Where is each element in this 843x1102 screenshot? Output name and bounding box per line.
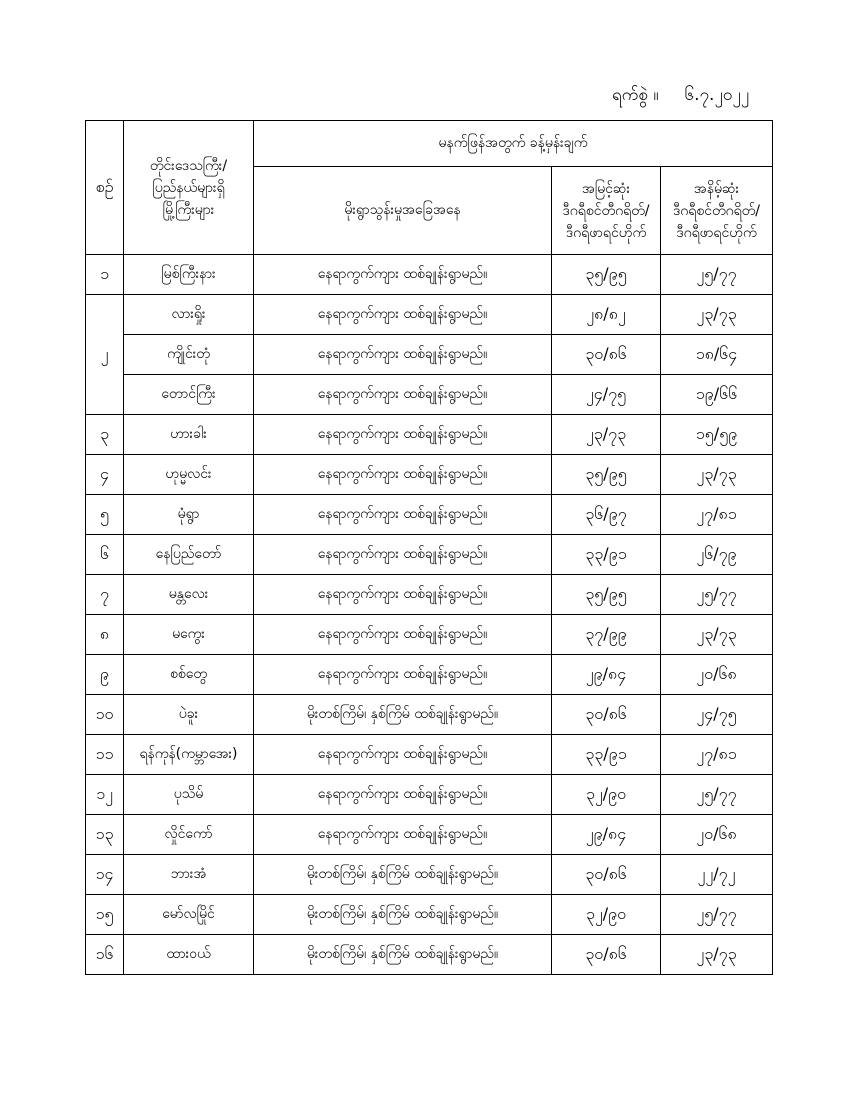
cell-min-temp: ၁၉/၆၆ bbox=[661, 375, 773, 415]
cell-min-temp: ၂၀/၆၈ bbox=[661, 655, 773, 695]
cell-city: ဟားခါး bbox=[124, 415, 254, 455]
cell-condition: နေရာကွက်ကျား ထစ်ချုန်းရွာမည်။ bbox=[254, 535, 552, 575]
table-row bbox=[86, 775, 773, 815]
cell-min-temp: ၂၄/၇၅ bbox=[661, 695, 773, 735]
table-row bbox=[86, 255, 773, 295]
table-header-row bbox=[86, 121, 773, 167]
cell-serial-no: ၁၆ bbox=[86, 935, 124, 975]
cell-max-temp: ၃၀/၈၆ bbox=[552, 695, 661, 735]
cell-city: လှိုင်ကော် bbox=[124, 815, 254, 855]
table-row bbox=[86, 615, 773, 655]
cell-condition: မိုးတစ်ကြိမ်၊ နှစ်ကြိမ် ထစ်ချုန်းရွာမည်။ bbox=[254, 935, 552, 975]
cell-city: မကွေး bbox=[124, 615, 254, 655]
cell-city: မန္တလေး bbox=[124, 575, 254, 615]
date-value: ၆.၇.၂၀၂၂ bbox=[684, 85, 750, 105]
cell-condition: မိုးတစ်ကြိမ်၊ နှစ်ကြိမ် ထစ်ချုန်းရွာမည်။ bbox=[254, 895, 552, 935]
header-max-temp-line: ဒီဂရီစင်တီဂရိတ်/ bbox=[562, 202, 650, 219]
cell-max-temp: ၃၅/၉၅ bbox=[552, 575, 661, 615]
cell-city: ဘားအံ bbox=[124, 855, 254, 895]
table-row bbox=[86, 655, 773, 695]
cell-max-temp: ၃၃/၉၁ bbox=[552, 535, 661, 575]
header-min-temp-line: ဒီဂရီဖာရင်ဟိုက် bbox=[676, 224, 757, 241]
header-region-line: မြို့ကြီးများ bbox=[162, 201, 215, 218]
cell-serial-no: ၁၄ bbox=[86, 855, 124, 895]
cell-min-temp: ၁၈/၆၄ bbox=[661, 335, 773, 375]
cell-condition: နေရာကွက်ကျား ထစ်ချုန်းရွာမည်။ bbox=[254, 575, 552, 615]
cell-city: ဟုမ္မလင်း bbox=[124, 455, 254, 495]
cell-max-temp: ၃၆/၉၇ bbox=[552, 495, 661, 535]
table-row bbox=[86, 855, 773, 895]
cell-max-temp: ၃၂/၉၀ bbox=[552, 775, 661, 815]
table-row bbox=[86, 295, 773, 335]
cell-city: မြစ်ကြီးနား bbox=[124, 255, 254, 295]
cell-city: ရန်ကုန်(ကမ္ဘာအေး) bbox=[124, 735, 254, 775]
cell-min-temp: ၂၇/၈၁ bbox=[661, 495, 773, 535]
table-row bbox=[86, 735, 773, 775]
header-min-temp bbox=[661, 167, 773, 255]
cell-serial-no: ၂ bbox=[86, 295, 124, 415]
header-rain-condition: မိုးရွာသွန်းမှုအခြေအနေ bbox=[254, 167, 552, 255]
cell-min-temp: ၂၃/၇၃ bbox=[661, 935, 773, 975]
cell-city: ပုသိမ် bbox=[124, 775, 254, 815]
weather-forecast-table bbox=[85, 120, 773, 975]
header-min-temp-line: အနိမ့်ဆုံး bbox=[693, 180, 740, 197]
cell-serial-no: ၈ bbox=[86, 615, 124, 655]
cell-city: မုံရွာ bbox=[124, 495, 254, 535]
cell-max-temp: ၃၂/၉၀ bbox=[552, 895, 661, 935]
cell-min-temp: ၂၅/၇၇ bbox=[661, 255, 773, 295]
header-region-line: ပြည်နယ်များရှိ bbox=[152, 179, 225, 196]
cell-max-temp: ၃၅/၉၅ bbox=[552, 455, 661, 495]
cell-max-temp: ၂၈/၈၂ bbox=[552, 295, 661, 335]
header-max-temp bbox=[552, 167, 661, 255]
cell-serial-no: ၆ bbox=[86, 535, 124, 575]
table-row bbox=[86, 455, 773, 495]
table-row bbox=[86, 935, 773, 975]
cell-serial-no: ၅ bbox=[86, 495, 124, 535]
cell-max-temp: ၃၀/၈၆ bbox=[552, 935, 661, 975]
cell-serial-no: ၁၂ bbox=[86, 775, 124, 815]
cell-condition: နေရာကွက်ကျား ထစ်ချုန်းရွာမည်။ bbox=[254, 655, 552, 695]
cell-condition: နေရာကွက်ကျား ထစ်ချုန်းရွာမည်။ bbox=[254, 455, 552, 495]
cell-serial-no: ၇ bbox=[86, 575, 124, 615]
cell-condition: နေရာကွက်ကျား ထစ်ချုန်းရွာမည်။ bbox=[254, 295, 552, 335]
cell-condition: နေရာကွက်ကျား ထစ်ချုန်းရွာမည်။ bbox=[254, 335, 552, 375]
cell-condition: နေရာကွက်ကျား ထစ်ချုန်းရွာမည်။ bbox=[254, 815, 552, 855]
cell-max-temp: ၃၅/၉၅ bbox=[552, 255, 661, 295]
table-row bbox=[86, 535, 773, 575]
table-row bbox=[86, 375, 773, 415]
cell-max-temp: ၃၃/၉၁ bbox=[552, 735, 661, 775]
cell-serial-no: ၁၅ bbox=[86, 895, 124, 935]
cell-city: မော်လမြိုင် bbox=[124, 895, 254, 935]
table-row bbox=[86, 815, 773, 855]
cell-max-temp: ၃၀/၈၆ bbox=[552, 335, 661, 375]
header-min-temp-line: ဒီဂရီစင်တီဂရိတ်/ bbox=[673, 202, 760, 219]
cell-city: လားရှိုး bbox=[124, 295, 254, 335]
cell-min-temp: ၂၅/၇၇ bbox=[661, 895, 773, 935]
cell-city: နေပြည်တော် bbox=[124, 535, 254, 575]
cell-serial-no: ၁၀ bbox=[86, 695, 124, 735]
cell-min-temp: ၂၅/၇၇ bbox=[661, 575, 773, 615]
header-forecast-group: မနက်ဖြန်အတွက် ခန့်မှန်းချက် bbox=[254, 121, 773, 167]
cell-condition: နေရာကွက်ကျား ထစ်ချုန်းရွာမည်။ bbox=[254, 415, 552, 455]
table-row bbox=[86, 695, 773, 735]
cell-max-temp: ၃၇/၉၉ bbox=[552, 615, 661, 655]
table-row bbox=[86, 335, 773, 375]
cell-serial-no: ၁ bbox=[86, 255, 124, 295]
cell-serial-no: ၄ bbox=[86, 455, 124, 495]
cell-city: ထားဝယ် bbox=[124, 935, 254, 975]
cell-condition: နေရာကွက်ကျား ထစ်ချုန်းရွာမည်။ bbox=[254, 495, 552, 535]
cell-serial-no: ၁၁ bbox=[86, 735, 124, 775]
cell-condition: နေရာကွက်ကျား ထစ်ချုန်းရွာမည်။ bbox=[254, 735, 552, 775]
cell-max-temp: ၂၄/၇၅ bbox=[552, 375, 661, 415]
table-row bbox=[86, 415, 773, 455]
cell-condition: နေရာကွက်ကျား ထစ်ချုန်းရွာမည်။ bbox=[254, 255, 552, 295]
cell-min-temp: ၂၇/၈၁ bbox=[661, 735, 773, 775]
cell-city: စစ်တွေ bbox=[124, 655, 254, 695]
cell-min-temp: ၁၅/၅၉ bbox=[661, 415, 773, 455]
table-row bbox=[86, 495, 773, 535]
cell-min-temp: ၂၅/၇၇ bbox=[661, 775, 773, 815]
cell-min-temp: ၂၃/၇၃ bbox=[661, 455, 773, 495]
date-label: ရက်စွဲ ။ bbox=[612, 85, 659, 105]
cell-min-temp: ၂၆/၇၉ bbox=[661, 535, 773, 575]
cell-condition: မိုးတစ်ကြိမ်၊ နှစ်ကြိမ် ထစ်ချုန်းရွာမည်။ bbox=[254, 695, 552, 735]
cell-min-temp: ၂၃/၇၃ bbox=[661, 295, 773, 335]
cell-min-temp: ၂၃/၇၃ bbox=[661, 615, 773, 655]
cell-serial-no: ၉ bbox=[86, 655, 124, 695]
table-row bbox=[86, 895, 773, 935]
cell-condition: နေရာကွက်ကျား ထစ်ချုန်းရွာမည်။ bbox=[254, 615, 552, 655]
cell-condition: မိုးတစ်ကြိမ်၊ နှစ်ကြိမ် ထစ်ချုန်းရွာမည်။ bbox=[254, 855, 552, 895]
cell-max-temp: ၂၉/၈၄ bbox=[552, 655, 661, 695]
cell-min-temp: ၂၂/၇၂ bbox=[661, 855, 773, 895]
cell-condition: နေရာကွက်ကျား ထစ်ချုန်းရွာမည်။ bbox=[254, 375, 552, 415]
cell-max-temp: ၂၃/၇၃ bbox=[552, 415, 661, 455]
cell-city: ပဲခူး bbox=[124, 695, 254, 735]
cell-min-temp: ၂၀/၆၈ bbox=[661, 815, 773, 855]
cell-city: ကျိုင်းတုံ bbox=[124, 335, 254, 375]
table-row bbox=[86, 575, 773, 615]
cell-max-temp: ၃၀/၈၆ bbox=[552, 855, 661, 895]
header-region-line: တိုင်းဒေသကြီး/ bbox=[149, 157, 228, 174]
header-max-temp-line: အမြင့်ဆုံး bbox=[581, 180, 631, 197]
cell-condition: နေရာကွက်ကျား ထစ်ချုန်းရွာမည်။ bbox=[254, 775, 552, 815]
cell-serial-no: ၁၃ bbox=[86, 815, 124, 855]
cell-serial-no: ၃ bbox=[86, 415, 124, 455]
cell-max-temp: ၂၉/၈၄ bbox=[552, 815, 661, 855]
header-serial-no: စဉ် bbox=[86, 121, 124, 255]
cell-city: တောင်ကြီး bbox=[124, 375, 254, 415]
header-region-city bbox=[124, 121, 254, 255]
document-date bbox=[612, 84, 749, 109]
header-max-temp-line: ဒီဂရီဖာရင်ဟိုက် bbox=[565, 224, 647, 241]
